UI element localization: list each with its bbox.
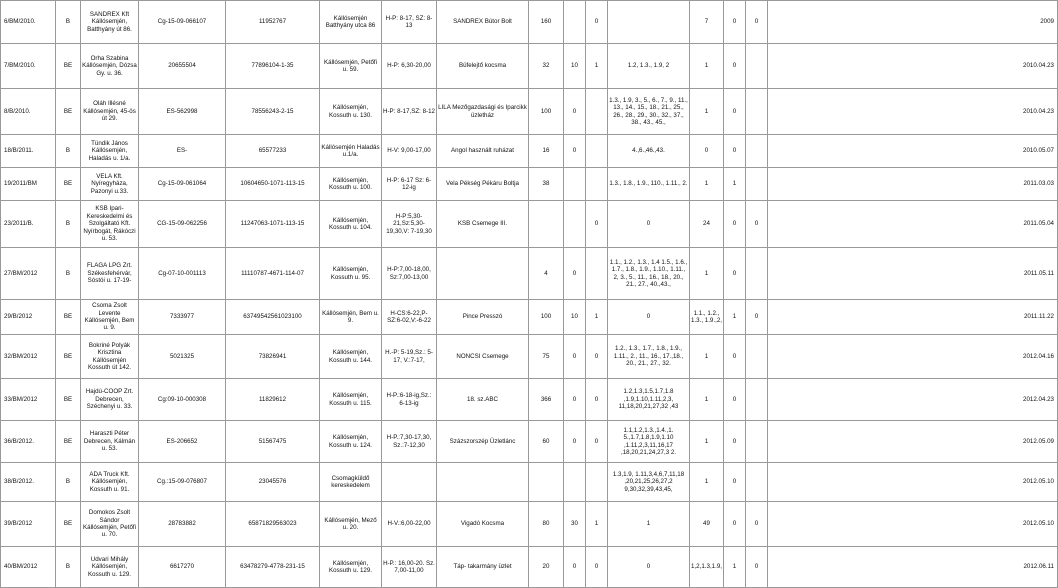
- cell-name: Csoma Zsolt Levente Kállósemjén, Bem u. 9.: [81, 300, 139, 335]
- cell-tax: 23045576: [226, 463, 320, 502]
- cell-c2: 0: [586, 379, 608, 421]
- cell-d1: 1: [690, 248, 724, 300]
- cell-c1: [564, 1, 586, 44]
- cell-c2: 1: [586, 502, 608, 547]
- cell-shop: Vigadó Kocsma: [437, 502, 529, 547]
- cell-d2: 0: [724, 379, 746, 421]
- cell-tax: 65871829563023: [226, 502, 320, 547]
- cell-date: 2012.04.16: [768, 335, 1058, 379]
- cell-c1: 0: [564, 379, 586, 421]
- cell-addr: Kállósemjén, Bem u. 9.: [320, 300, 382, 335]
- cell-name: Bokriné Polyák Krisztina Kállósemjén Kossuth út 142.: [81, 335, 139, 379]
- cell-date: 2012.05.10: [768, 502, 1058, 547]
- cell-hours: H-V: 9,00-17,00: [382, 135, 437, 168]
- cell-type: BE: [56, 379, 81, 421]
- cell-hours: H-CS:6-22,P-SZ:6-02,V:-6-22: [382, 300, 437, 335]
- cell-addr: Kállósemjén Haladás u.1/a.: [320, 135, 382, 168]
- cell-addr: Csomagküldő kereskedelem: [320, 463, 382, 502]
- cell-c2: [586, 135, 608, 168]
- cell-addr: Kállósemjén, Kossuth u. 124.: [320, 421, 382, 463]
- cell-reg: 28783882: [139, 502, 226, 547]
- cell-d2: 1: [724, 300, 746, 335]
- cell-c2: [586, 168, 608, 201]
- cell-codes: 1.3., 1.8., 1.9., 110., 1.11., 2.: [608, 168, 690, 201]
- cell-hours: H-P.:7,30-17,30, Sz.:7-12,30: [382, 421, 437, 463]
- cell-d1: 1: [690, 168, 724, 201]
- cell-c2: [586, 248, 608, 300]
- cell-date: 2012.05.09: [768, 421, 1058, 463]
- cell-tax: 11829612: [226, 379, 320, 421]
- cell-hours: H-P.:6-18-ig,Sz.: 6-13-ig: [382, 379, 437, 421]
- cell-reg: 6617270: [139, 547, 226, 588]
- cell-area: 16: [529, 135, 564, 168]
- cell-reg: ES-206652: [139, 421, 226, 463]
- cell-d1: 1: [690, 89, 724, 135]
- cell-reg: Cg-15-09-061064: [139, 168, 226, 201]
- cell-codes: 1.1,1.2,1.3.,1.4.,1. 5.,1.7,1.8,1.9,1.10 ,1.11,2,3,11,16,17 ,18,20,21,24,27,3 2.: [608, 421, 690, 463]
- cell-hours: H-P:5,30-21,Sz:5,30-19,30,V: 7-19,30: [382, 201, 437, 248]
- cell-area: 100: [529, 89, 564, 135]
- cell-reg: 5021325: [139, 335, 226, 379]
- cell-area: 4: [529, 248, 564, 300]
- cell-d2: 0: [724, 335, 746, 379]
- cell-d2: 0: [724, 135, 746, 168]
- cell-area: 75: [529, 335, 564, 379]
- cell-shop: KSB Csemege III.: [437, 201, 529, 248]
- cell-date: 2012.05.10: [768, 463, 1058, 502]
- cell-type: B: [56, 463, 81, 502]
- cell-d2: 1: [724, 547, 746, 588]
- cell-shop: Táp- takarmány üzlet: [437, 547, 529, 588]
- cell-c2: 1: [586, 300, 608, 335]
- cell-d3: 0: [746, 1, 768, 44]
- cell-date: 2010.04.23: [768, 44, 1058, 89]
- cell-d3: [746, 89, 768, 135]
- cell-d2: 0: [724, 1, 746, 44]
- cell-codes: 1.1., 1.2., 1.3., 1.4 1.5., 1.6., 1.7., 1.8., 1.9., 1.10., 1.11., 2, 3., 5., 11., 16., 18., 20., 21., 27., 40.,43.,: [608, 248, 690, 300]
- table-row: [1, 502, 1058, 547]
- cell-area: [529, 463, 564, 502]
- cell-id: 27/BM/2012: [1, 248, 56, 300]
- cell-reg: 7333977: [139, 300, 226, 335]
- cell-hours: H-P: 6-17 Sz: 6-12-ig: [382, 168, 437, 201]
- cell-d2: 0: [724, 89, 746, 135]
- cell-tax: 11247063-1071-113-15: [226, 201, 320, 248]
- cell-date: 2011.05.11: [768, 248, 1058, 300]
- cell-type: B: [56, 201, 81, 248]
- cell-c2: [586, 89, 608, 135]
- cell-shop: NONCSI Csemege: [437, 335, 529, 379]
- cell-hours: H.-P: 5-19,Sz.: 5-17, V.:7-17,: [382, 335, 437, 379]
- cell-name: FLAGA LPG Zrt. Székesfehérvár, Sóstói u. 17-19-: [81, 248, 139, 300]
- cell-shop: Százszorszép Üzletlánc: [437, 421, 529, 463]
- cell-d1: 1: [690, 379, 724, 421]
- table-row: [1, 379, 1058, 421]
- cell-d2: 1: [724, 168, 746, 201]
- cell-d1: 1: [690, 335, 724, 379]
- cell-c2: 0: [586, 421, 608, 463]
- cell-area: 60: [529, 421, 564, 463]
- cell-d3: 0: [746, 300, 768, 335]
- cell-codes: [608, 1, 690, 44]
- cell-reg: Cg.:15-09-076807: [139, 463, 226, 502]
- cell-date: 2010.05.07: [768, 135, 1058, 168]
- cell-date: 2009: [768, 1, 1058, 44]
- table-row: [1, 1, 1058, 44]
- cell-codes: 1.3,1.9, 1.11,3,4,6,7,11,18 ,20,21,25,26,27,2 9,30,32,39,43,45,: [608, 463, 690, 502]
- cell-tax: 65577233: [226, 135, 320, 168]
- cell-type: B: [56, 1, 81, 44]
- cell-tax: 78556243-2-15: [226, 89, 320, 135]
- table-row: [1, 547, 1058, 588]
- cell-id: 38/B/2012.: [1, 463, 56, 502]
- cell-c1: [564, 201, 586, 248]
- cell-codes: 1.3., 1.9, 3., 5., 6., 7., 9., 11., 13., 14., 15., 18., 21., 25., 26., 28., 29., 30., 32., 37., 38., 43., 45.,: [608, 89, 690, 135]
- cell-c1: 0: [564, 421, 586, 463]
- cell-date: 2011.11.22: [768, 300, 1058, 335]
- cell-id: 29/B/2012: [1, 300, 56, 335]
- cell-shop: SANDREX Bútor Bolt: [437, 1, 529, 44]
- cell-c2: 0: [586, 1, 608, 44]
- cell-addr: Kállósemjén, Petőfi u. 59.: [320, 44, 382, 89]
- table-row: [1, 89, 1058, 135]
- cell-id: 32/BM/2012: [1, 335, 56, 379]
- cell-name: ADA Truck Kft. Kállósemjén, Kossuth u. 91.: [81, 463, 139, 502]
- cell-codes: 1.2, 1.3., 1.9, 2: [608, 44, 690, 89]
- cell-reg: ES-562998: [139, 89, 226, 135]
- cell-c2: 0: [586, 335, 608, 379]
- cell-tax: 11952767: [226, 1, 320, 44]
- cell-area: 366: [529, 379, 564, 421]
- cell-c1: [564, 168, 586, 201]
- cell-reg: Cg-15-09-066107: [139, 1, 226, 44]
- cell-c1: 0: [564, 547, 586, 588]
- cell-area: 160: [529, 1, 564, 44]
- cell-d1: 1: [690, 44, 724, 89]
- cell-date: 2011.03.03: [768, 168, 1058, 201]
- cell-codes: 4.,6.,46.,43.: [608, 135, 690, 168]
- cell-date: 2012.04.23: [768, 379, 1058, 421]
- cell-tax: 51567475: [226, 421, 320, 463]
- cell-hours: [382, 463, 437, 502]
- cell-d2: 0: [724, 44, 746, 89]
- cell-d3: [746, 44, 768, 89]
- cell-shop: LILA Mezőgazdasági és Iparcikk üzletház: [437, 89, 529, 135]
- cell-c1: 0: [564, 335, 586, 379]
- cell-hours: H-P: 8-17, SZ: 8-13: [382, 1, 437, 44]
- cell-id: 39/B/2012: [1, 502, 56, 547]
- cell-shop: Vela Pékség Pékáru Boltja: [437, 168, 529, 201]
- cell-d1: 7: [690, 1, 724, 44]
- cell-d1: 1: [690, 421, 724, 463]
- cell-shop: [437, 248, 529, 300]
- cell-addr: Kállósemjén, Kossuth u. 115.: [320, 379, 382, 421]
- cell-type: BE: [56, 421, 81, 463]
- cell-type: BE: [56, 168, 81, 201]
- cell-d1: 0: [690, 135, 724, 168]
- cell-type: BE: [56, 89, 81, 135]
- cell-area: 32: [529, 44, 564, 89]
- table-row: [1, 300, 1058, 335]
- cell-id: 8/B/2010.: [1, 89, 56, 135]
- cell-type: BE: [56, 335, 81, 379]
- cell-c2: 1: [586, 44, 608, 89]
- cell-d1: 1,2,1.3,1.9,: [690, 547, 724, 588]
- cell-name: Domokos Zsolt Sándor Kállósemjén, Petőfi u. 70.: [81, 502, 139, 547]
- cell-id: 40/BM/2012: [1, 547, 56, 588]
- table-row: [1, 421, 1058, 463]
- cell-c1: 0: [564, 89, 586, 135]
- cell-addr: Kállósemjén, Kossuth u. 130.: [320, 89, 382, 135]
- cell-d3: [746, 135, 768, 168]
- cell-area: 38: [529, 168, 564, 201]
- cell-date: 2012.06.11: [768, 547, 1058, 588]
- cell-name: Hajdú-COOP Zrt. Debrecen, Széchenyi u. 33.: [81, 379, 139, 421]
- cell-c1: 10: [564, 44, 586, 89]
- cell-addr: Kállósemjén Batthyány utca 86: [320, 1, 382, 44]
- cell-d3: [746, 421, 768, 463]
- cell-d1: 49: [690, 502, 724, 547]
- cell-id: 6/BM/2010.: [1, 1, 56, 44]
- cell-name: Tündik János Kállósemjén, Haladás u. 1/a.: [81, 135, 139, 168]
- cell-c1: 0: [564, 135, 586, 168]
- cell-tax: 63749542561023100: [226, 300, 320, 335]
- cell-addr: Kállósemjén, Mező u. 20.: [320, 502, 382, 547]
- cell-addr: Kállósemjén, Kossuth u. 100.: [320, 168, 382, 201]
- cell-reg: CG-15-09-062256: [139, 201, 226, 248]
- cell-id: 36/B/2012.: [1, 421, 56, 463]
- cell-name: KSB Ipari-Kereskedelmi és Szolgáltató Kft. Nyírbogát, Rákóczi u. 53.: [81, 201, 139, 248]
- cell-d2: 0: [724, 201, 746, 248]
- table-row: [1, 135, 1058, 168]
- cell-reg: Cg:09-10-000308: [139, 379, 226, 421]
- cell-d2: 0: [724, 421, 746, 463]
- cell-hours: H-P:7,00-18,00, Sz:7,00-13,00: [382, 248, 437, 300]
- cell-id: 33/BM/2012: [1, 379, 56, 421]
- table-row: [1, 201, 1058, 248]
- cell-tax: 63478279-4778-231-15: [226, 547, 320, 588]
- cell-shop: Pince Presszó: [437, 300, 529, 335]
- cell-id: 18/B/2011.: [1, 135, 56, 168]
- cell-tax: 10604650-1071-113-15: [226, 168, 320, 201]
- cell-d3: [746, 248, 768, 300]
- table-row: [1, 463, 1058, 502]
- cell-addr: Kállósemjén, Kossuth u. 104.: [320, 201, 382, 248]
- cell-id: 23/2011/B.: [1, 201, 56, 248]
- cell-reg: Cg-07-10-001113: [139, 248, 226, 300]
- cell-c1: 30: [564, 502, 586, 547]
- cell-tax: 77896104-1-35: [226, 44, 320, 89]
- cell-reg: 20655504: [139, 44, 226, 89]
- cell-name: SANDREX Kft Kállósemjén, Batthyány út 86.: [81, 1, 139, 44]
- cell-area: 20: [529, 547, 564, 588]
- cell-hours: H-P: 8-17,SZ: 8-12: [382, 89, 437, 135]
- cell-codes: 1.2., 1.3., 1.7., 1.8., 1.9., 1.11., 2., 11., 16., 17.,18., 20., 21., 27., 32.: [608, 335, 690, 379]
- cell-d3: [746, 379, 768, 421]
- cell-area: 100: [529, 300, 564, 335]
- cell-area: [529, 201, 564, 248]
- cell-c2: 0: [586, 547, 608, 588]
- cell-type: BE: [56, 300, 81, 335]
- table-row: [1, 335, 1058, 379]
- cell-name: Haraszti Péter Debrecen, Kálmán u. 53.: [81, 421, 139, 463]
- cell-codes: 1: [608, 502, 690, 547]
- cell-tax: 11110787-4671-114-07: [226, 248, 320, 300]
- table-row: [1, 44, 1058, 89]
- cell-d3: [746, 168, 768, 201]
- cell-addr: Kállósemjén, Kossuth u. 129.: [320, 547, 382, 588]
- cell-d2: 0: [724, 502, 746, 547]
- cell-codes: 0: [608, 201, 690, 248]
- cell-shop: Büfelejtő kocsma: [437, 44, 529, 89]
- cell-date: 2010.04.23: [768, 89, 1058, 135]
- cell-codes: 0: [608, 300, 690, 335]
- cell-name: VELA Kft. Nyíregyháza, Pazonyi u.33.: [81, 168, 139, 201]
- cell-name: Udvari Mihály Kállósemjén, Kossuth u. 129.: [81, 547, 139, 588]
- cell-id: 19/2011/BM: [1, 168, 56, 201]
- cell-type: B: [56, 135, 81, 168]
- cell-id: 7/BM/2010.: [1, 44, 56, 89]
- cell-shop: 18. sz.ABC: [437, 379, 529, 421]
- cell-hours: H-P: 6,30-20,00: [382, 44, 437, 89]
- cell-codes: 1.2,1.3,1.5,1.7,1.8 ,1.9,1.10,1.11,2,3, 11,18,20,21,27,32 ,43: [608, 379, 690, 421]
- cell-d2: 0: [724, 248, 746, 300]
- cell-c1: 10: [564, 300, 586, 335]
- cell-shop: Angol használt ruházat: [437, 135, 529, 168]
- cell-hours: H-P.: 16,00-20. Sz. 7,00-11,00: [382, 547, 437, 588]
- cell-d2: 0: [724, 463, 746, 502]
- cell-codes: 0: [608, 547, 690, 588]
- cell-type: BE: [56, 44, 81, 89]
- cell-hours: H-V.:6,00-22,00: [382, 502, 437, 547]
- cell-shop: [437, 463, 529, 502]
- cell-name: Orha Szabina Kállósemjén, Dózsa Gy. u. 36.: [81, 44, 139, 89]
- cell-c1: [564, 463, 586, 502]
- cell-type: B: [56, 248, 81, 300]
- cell-d3: 0: [746, 502, 768, 547]
- cell-reg: ES-: [139, 135, 226, 168]
- cell-name: Oláh Illésné Kállósemjén, 45-ös út 29.: [81, 89, 139, 135]
- cell-addr: Kállósemjén, Kossuth u. 144.: [320, 335, 382, 379]
- cell-d3: [746, 335, 768, 379]
- cell-area: 80: [529, 502, 564, 547]
- table-row: [1, 248, 1058, 300]
- cell-d3: [746, 463, 768, 502]
- cell-addr: Kállósemjén, Kossuth u. 95.: [320, 248, 382, 300]
- cell-type: BE: [56, 502, 81, 547]
- cell-d3: 0: [746, 201, 768, 248]
- cell-date: 2011.05.04: [768, 201, 1058, 248]
- cell-d1: 1.1., 1.2., 1.3., 1.9.,2,: [690, 300, 724, 335]
- cell-c1: 0: [564, 248, 586, 300]
- cell-c2: [586, 463, 608, 502]
- cell-tax: 73826941: [226, 335, 320, 379]
- cell-d1: 1: [690, 463, 724, 502]
- cell-d1: 24: [690, 201, 724, 248]
- table-row: [1, 168, 1058, 201]
- cell-c2: 0: [586, 201, 608, 248]
- cell-d3: 0: [746, 547, 768, 588]
- cell-type: B: [56, 547, 81, 588]
